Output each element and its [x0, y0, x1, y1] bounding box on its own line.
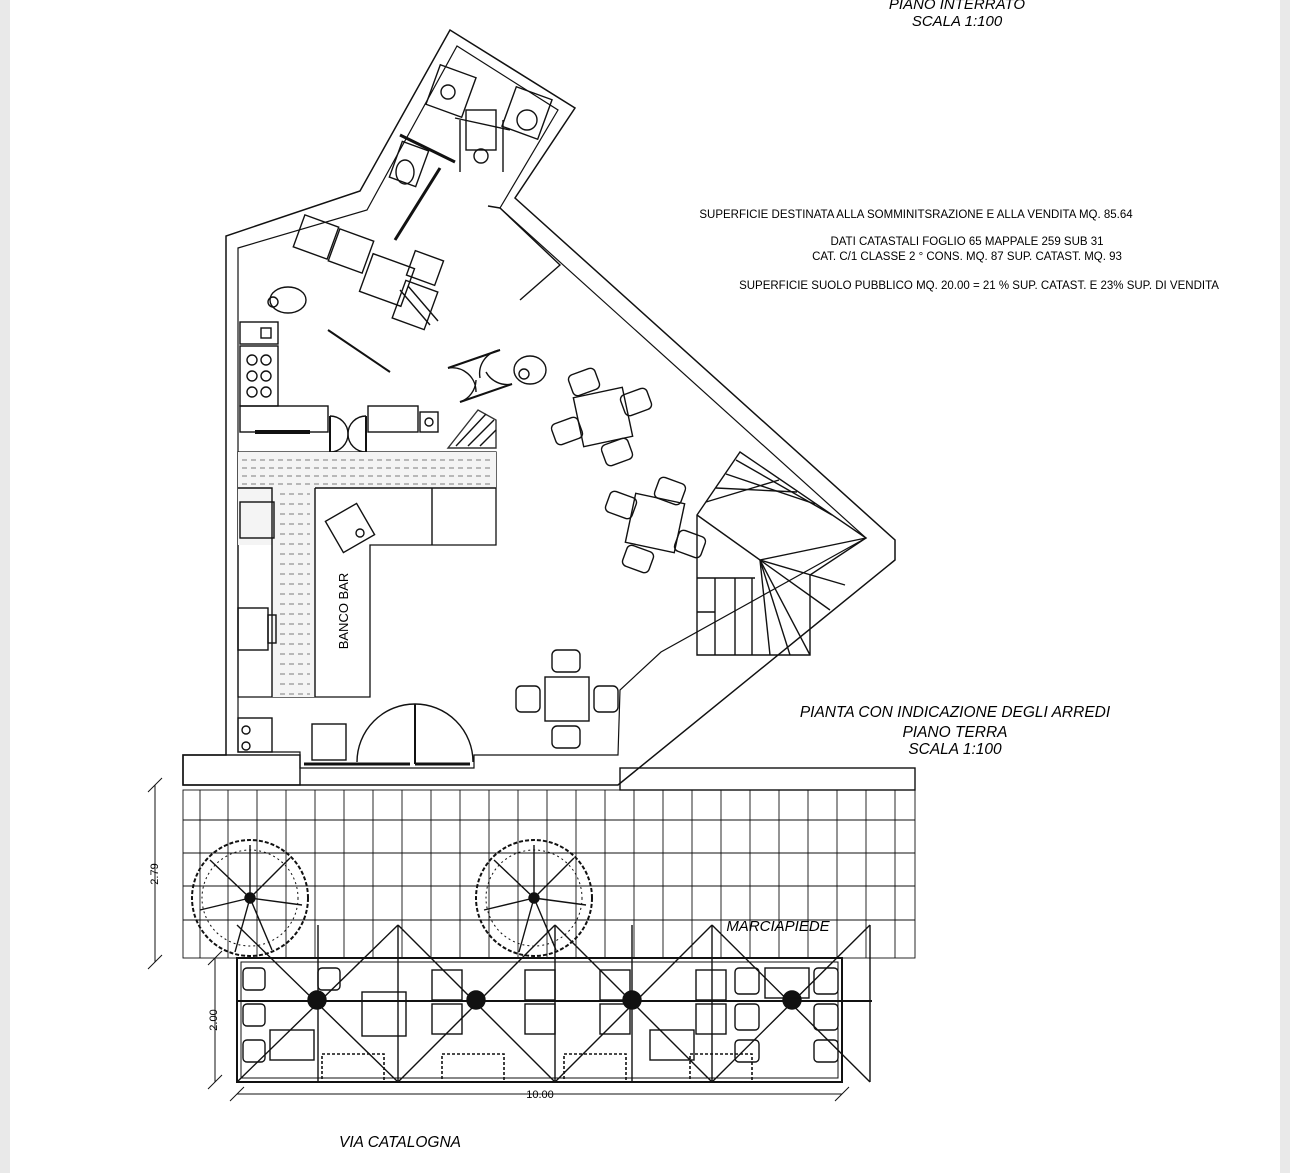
ground-floor-title	[800, 704, 1111, 758]
bar-counter-label: BANCO BAR	[336, 572, 351, 650]
dimension-lines	[148, 778, 849, 1101]
kitchen	[240, 215, 496, 452]
dining-table	[516, 650, 618, 748]
wheelchair-icon	[455, 110, 510, 172]
tree-icon	[476, 840, 592, 956]
sidewalk-depth-dimension: 2.79	[149, 863, 161, 885]
ground-title-line2: PIANO TERRA	[902, 724, 1008, 741]
ground-title-line1: PIANTA CON INDICAZIONE DEGLI ARREDI	[799, 704, 1111, 721]
swing-door	[448, 350, 546, 402]
public-land-note: SUPERFICIE SUOLO PUBBLICO MQ. 20.00 = 21 % SUP. CATAST. E 23% SUP. DI VENDITA	[739, 280, 1219, 292]
cadastral-note-1: DATI CATASTALI FOGLIO 65 MAPPALE 259 SUB 31	[830, 236, 1104, 248]
sidewalk-label: MARCIAPIEDE	[726, 918, 830, 935]
surface-note: SUPERFICIE DESTINATA ALLA SOMMINITSRAZIONE E ALLA VENDITA MQ. 85.64	[699, 209, 1133, 221]
bar-counter	[238, 452, 496, 697]
dining-table	[604, 476, 707, 574]
cadastral-note-2: CAT. C/1 CLASSE 2 ° CONS. MQ. 87 SUP. CATAST. MQ. 93	[812, 251, 1122, 263]
dining-table	[550, 367, 653, 467]
restroom	[389, 65, 552, 240]
staircase	[697, 452, 866, 655]
street-label: VIA CATALOGNA	[338, 1134, 462, 1151]
basement-title	[889, 0, 1025, 30]
ground-title-line3: SCALA 1:100	[908, 741, 1002, 758]
dehors-depth-dimension: 2.00	[208, 1009, 220, 1031]
basement-title-line1: PIANO INTERRATO	[888, 0, 1026, 13]
dehors-area	[237, 925, 872, 1082]
dehors-width-dimension: 10.00	[526, 1089, 554, 1101]
info-block	[699, 209, 1219, 292]
basement-title-line2: SCALA 1:100	[911, 13, 1003, 30]
